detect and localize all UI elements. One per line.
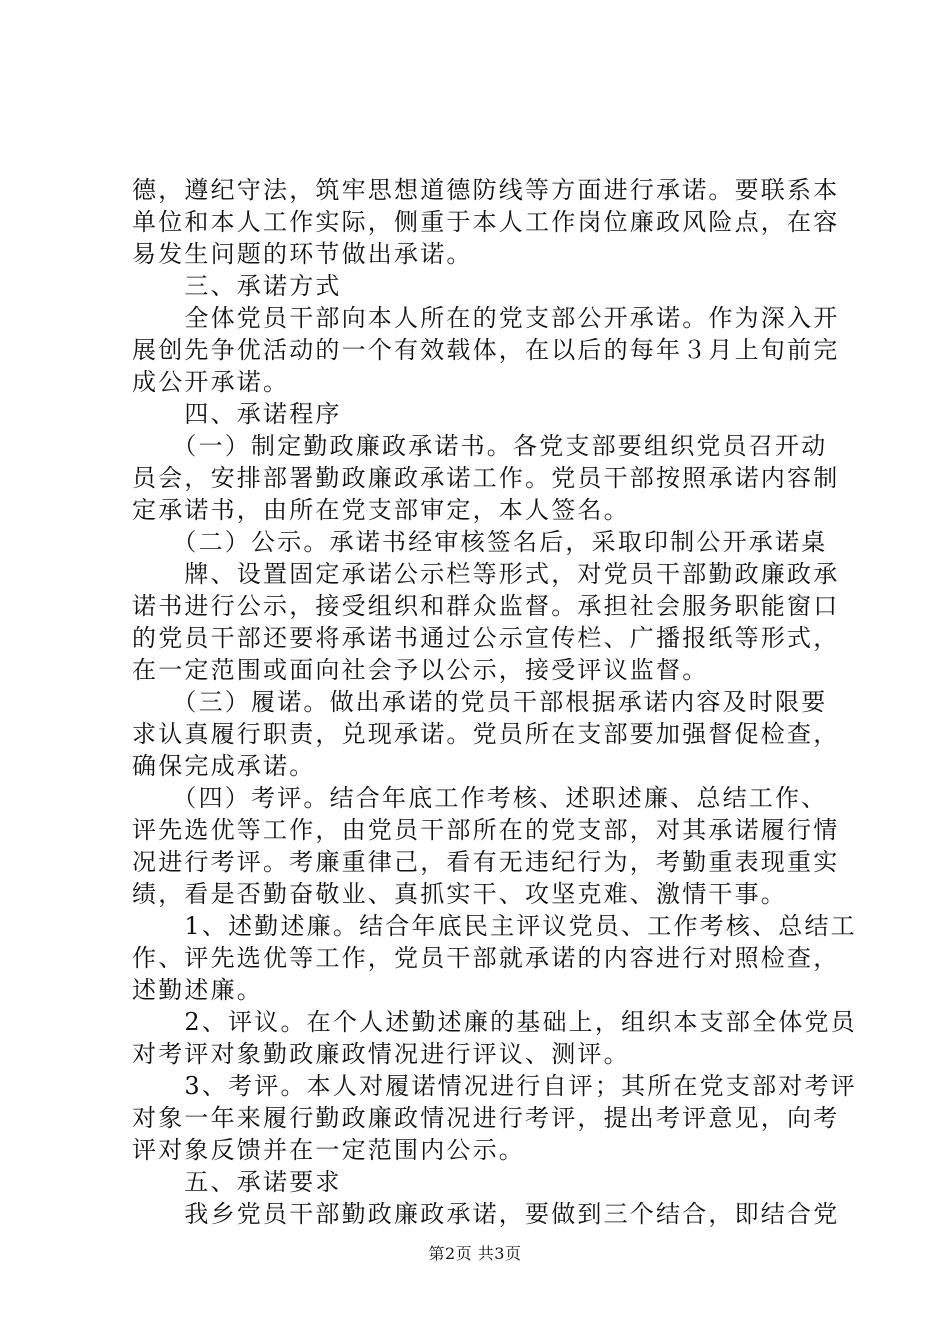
body-line: 作、评先选优等工作，党员干部就承诺的内容进行对照检查，	[132, 944, 840, 972]
body-line: 单位和本人工作实际，侧重于本人工作岗位廉政风险点，在容	[132, 208, 840, 236]
body-line: 牌、设置固定承诺公示栏等形式，对党员干部勤政廉政承	[132, 560, 840, 588]
body-line: 易发生问题的环节做出承诺。	[132, 240, 473, 268]
body-line: （二）公示。承诺书经审核签名后，采取印制公开承诺桌	[132, 528, 828, 556]
body-line: 绩，看是否勤奋敬业、真抓实干、攻坚克难、激情干事。	[132, 880, 787, 908]
body-line: 3、考评。本人对履诺情况进行自评；其所在党支部对考评	[132, 1072, 857, 1100]
body-line: 我乡党员干部勤政廉政承诺，要做到三个结合，即结合党	[132, 1200, 840, 1228]
section-heading: 四、承诺程序	[132, 400, 342, 428]
body-line: 的党员干部还要将承诺书通过公示宣传栏、广播报纸等形式，	[132, 624, 840, 652]
body-line: 确保完成承诺。	[132, 752, 316, 780]
body-line: 诺书进行公示，接受组织和群众监督。承担社会服务职能窗口	[132, 592, 840, 620]
body-line: （一）制定勤政廉政承诺书。各党支部要组织党员召开动	[132, 432, 828, 460]
body-line: 对象一年来履行勤政廉政情况进行考评，提出考评意见，向考	[132, 1104, 840, 1132]
section-heading: 五、承诺要求	[132, 1168, 342, 1196]
body-line: 评对象反馈并在一定范围内公示。	[132, 1136, 525, 1164]
body-line: 在一定范围或面向社会予以公示，接受评议监督。	[132, 656, 709, 684]
body-line: 况进行考评。考廉重律己，看有无违纪行为，考勤重表现重实	[132, 848, 840, 876]
body-line: 员会，安排部署勤政廉政承诺工作。党员干部按照承诺内容制	[132, 464, 840, 492]
section-heading: 三、承诺方式	[132, 272, 342, 300]
body-line: 对考评对象勤政廉政情况进行评议、测评。	[132, 1040, 630, 1068]
body-line: 评先选优等工作，由党员干部所在的党支部，对其承诺履行情	[132, 816, 840, 844]
body-line: 全体党员干部向本人所在的党支部公开承诺。作为深入开	[132, 304, 840, 332]
body-line: 1、述勤述廉。结合年底民主评议党员、工作考核、总结工	[132, 912, 857, 940]
body-line: 成公开承诺。	[132, 368, 290, 396]
page-number-footer: 第2页 共3页	[428, 1244, 522, 1263]
body-line: 求认真履行职责，兑现承诺。党员所在支部要加强督促检查，	[132, 720, 840, 748]
body-line: （四）考评。结合年底工作考核、述职述廉、总结工作、	[132, 784, 828, 812]
body-line: 展创先争优活动的一个有效载体，在以后的每年３月上旬前完	[132, 336, 840, 364]
body-line: 2、评议。在个人述勤述廉的基础上，组织本支部全体党员	[132, 1008, 857, 1036]
body-line: 定承诺书，由所在党支部审定，本人签名。	[132, 496, 630, 524]
body-line: 述勤述廉。	[132, 976, 263, 1004]
body-line: 德，遵纪守法，筑牢思想道德防线等方面进行承诺。要联系本	[132, 176, 840, 204]
body-line: （三）履诺。做出承诺的党员干部根据承诺内容及时限要	[132, 688, 828, 716]
